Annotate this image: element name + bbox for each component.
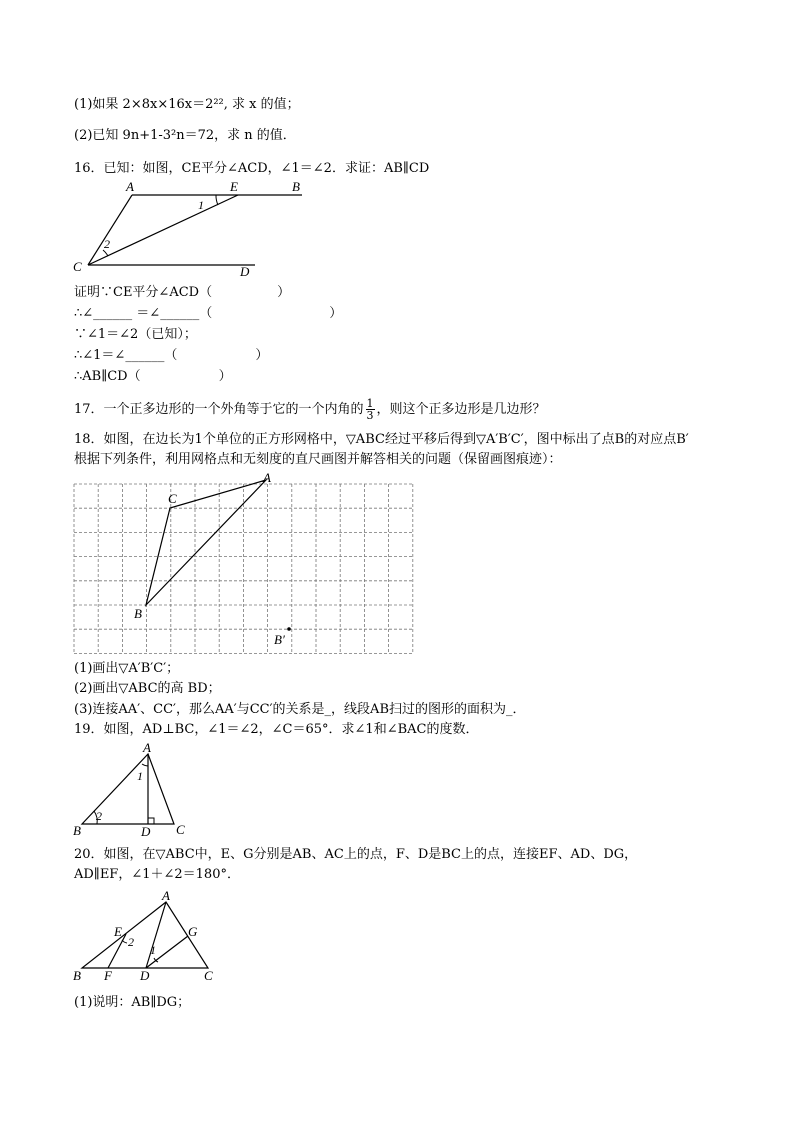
q19-label-c: C (176, 822, 185, 837)
q19-figure (70, 740, 200, 838)
q18-label-bprime: B′ (274, 632, 285, 647)
q17-frac-den: 3 (366, 409, 374, 422)
q16-proof-line-2: ∴∠______ ＝∠______（ ） (74, 306, 343, 321)
q16-proof-line-1: 证明∵CE平分∠ACD（ ） (74, 285, 291, 300)
q19-label-d: D (141, 824, 151, 838)
q17-fraction (366, 398, 375, 421)
q16-label-1: 1 (198, 198, 204, 212)
q18-label-a: A (263, 472, 271, 485)
q19-label-b: B (73, 823, 81, 838)
q19-label-a: A (143, 740, 151, 755)
q15-part1: (1)如果 2×8x×16x＝2²², 求 x 的值； (74, 97, 300, 112)
q17-stem-before: 17．一个正多边形的一个外角等于它的一个内角的 (74, 402, 364, 417)
q18-grid-figure (70, 472, 416, 660)
q15-part2: (2)已知 9n+1-3²n＝72，求 n 的值． (74, 128, 296, 143)
q20-figure (70, 888, 220, 984)
q18-stem-2: 根据下列条件，利用网格点和无刻度的直尺画图并解答相关的问题（保留画图痕迹）： (74, 452, 562, 467)
q19-stem: 19．如图，AD⊥BC，∠1＝∠2，∠C＝65°．求∠1和∠BAC的度数． (74, 722, 479, 737)
q16-label-c: C (73, 259, 82, 274)
q20-label-g: G (188, 924, 198, 939)
q16-stem: 16．已知：如图，CE平分∠ACD，∠1＝∠2．求证：AB∥CD (74, 161, 430, 176)
q19-label-2: 2 (96, 809, 102, 823)
q18-label-b: B (134, 606, 142, 621)
q20-label-1: 1 (150, 943, 156, 957)
q18-part3: (3)连接AA′、CC′，那么AA′与CC′的关系是_，线段AB扫过的图形的面积为_． (74, 702, 526, 717)
q16-label-a: A (126, 179, 134, 194)
q19-label-1: 1 (137, 769, 143, 783)
q20-stem-2: AD∥EF，∠1＋∠2＝180°． (74, 867, 240, 882)
q20-label-f: F (104, 968, 112, 983)
q16-label-d: D (240, 264, 250, 279)
q18-label-c: C (168, 491, 177, 506)
q20-label-b: B (73, 968, 81, 983)
q16-proof-line-5: ∴AB∥CD（ ） (74, 369, 232, 384)
q18-part1: (1)画出▽A′B′C′； (74, 661, 180, 676)
q20-label-d: D (140, 968, 150, 983)
q16-proof-line-4: ∴∠1＝∠______（ ） (74, 348, 269, 363)
q20-stem-1: 20．如图，在▽ABC中，E、G分别是AB、AC上的点，F、D是BC上的点，连接EF、AD、DG， (74, 847, 638, 862)
q20-label-2: 2 (128, 935, 134, 949)
q17-stem (74, 398, 546, 421)
q20-label-c: C (204, 968, 213, 983)
q16-label-b: B (292, 179, 300, 194)
q17-frac-num: 1 (366, 397, 374, 410)
q18-stem-1: 18．如图，在边长为1个单位的正方形网格中，▽ABC经过平移后得到▽A′B′C′，图中标出了点B的对应点B′ (74, 432, 689, 447)
q16-label-2: 2 (104, 237, 110, 251)
q16-figure (70, 178, 310, 280)
q16-proof-line-3: ∵∠1＝∠2（已知）； (74, 327, 197, 342)
q20-label-e: E (114, 924, 122, 939)
q20-label-a: A (162, 888, 170, 903)
q18-part2: (2)画出▽ABC的高 BD； (74, 681, 221, 696)
q20-part1: (1)说明：AB∥DG； (74, 995, 191, 1010)
q17-stem-after: ，则这个正多边形是几边形？ (376, 402, 546, 417)
q16-label-e: E (230, 179, 238, 194)
